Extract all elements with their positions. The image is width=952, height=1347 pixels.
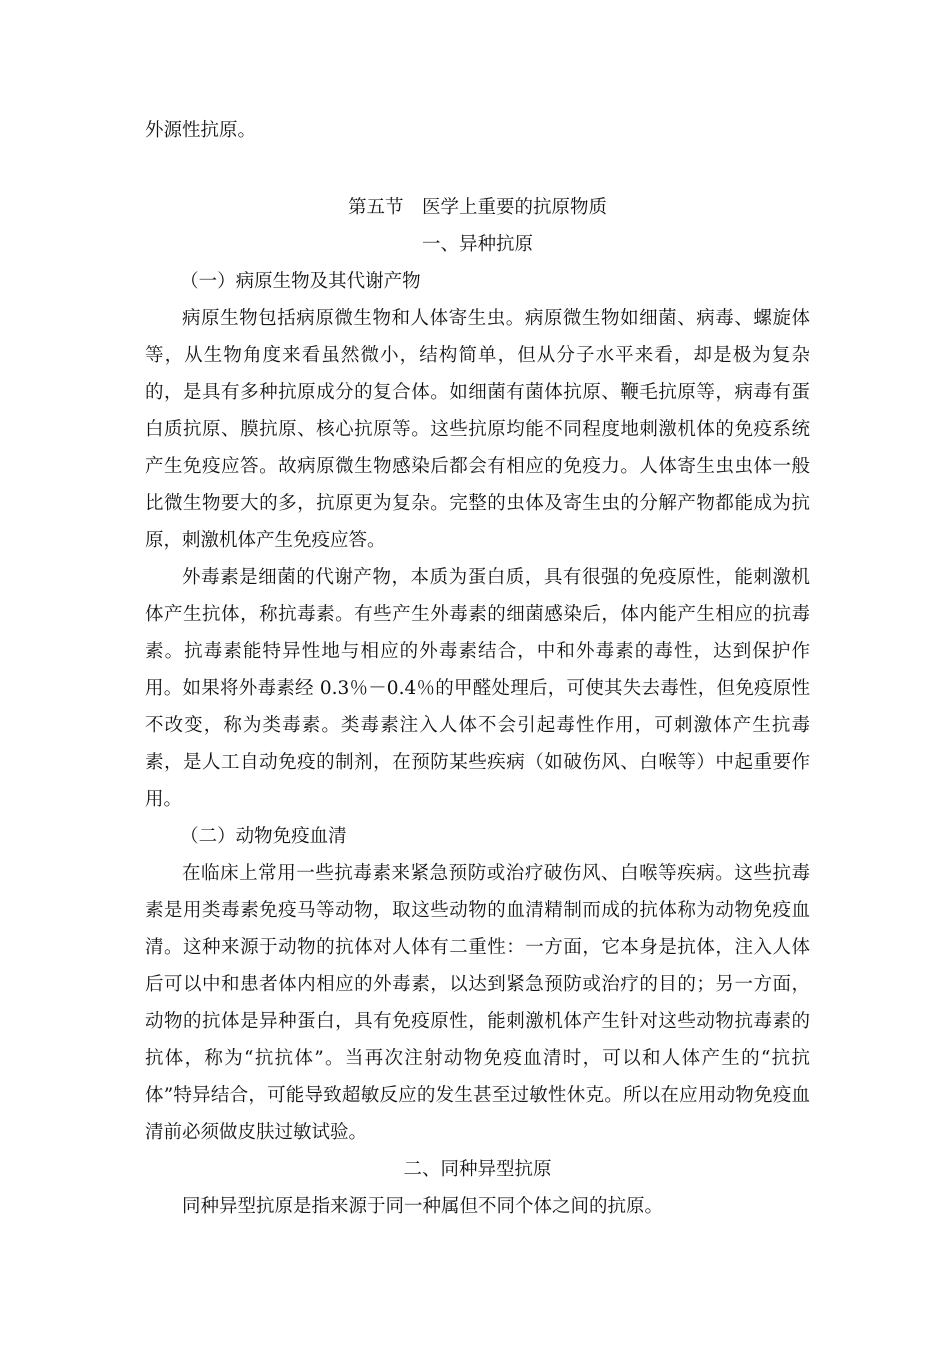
subheading-animal-serum: （二）动物免疫血清 [180,826,347,847]
paragraph-pathogens: 病原生物包括病原微生物和人体寄生虫。病原微生物如细菌、病毒、螺旋体等，从生物角度来看虽然微小，结构简单，但从分子水平来看，却是极为复杂的，是具有多种抗原成分的复合体。如细菌有菌体抗原、鞭毛抗原等，病毒有蛋白质抗原、膜抗原、核心抗原等。这些抗原均能不同程度地刺激机体的免疫系统产生免疫应答。故病原微生物感染后都会有相应的免疫力。人体寄生虫虫体一般比微生物要大的多，抗原更为复杂。完整的虫体及寄生虫的分解产物都能成为抗原，刺激机体产生免疫应答。 [145,308,810,551]
continuation-text: 外源性抗原。 [145,120,257,141]
subheading-pathogens: （一）病原生物及其代谢产物 [180,271,421,292]
document-page [145,112,810,1225]
section-title: 第五节 医学上重要的抗原物质 [347,197,607,218]
paragraph-alloantigen: 同种异型抗原是指来源于同一种属但不同个体之间的抗原。 [182,1196,664,1217]
paragraph-animal-serum: 在临床上常用一些抗毒素来紧急预防或治疗破伤风、白喉等疾病。这些抗毒素是用类毒素免疫马等动物，取这些动物的血清精制而成的抗体称为动物免疫血清。这种来源于动物的抗体对人体有二重性：一方面，它本身是抗体，注入人体后可以中和患者体内相应的外毒素，以达到紧急预防或治疗的目的；另一方面，动物的抗体是异种蛋白，具有免疫原性，能刺激机体产生针对这些动物抗毒素的抗体，称为“抗抗体”。当再次注射动物免疫血清时，可以和人体产生的“抗抗体”特异结合，可能导致超敏反应的发生甚至过敏性休克。所以在应用动物免疫血清前必须做皮肤过敏试验。 [145,863,810,1143]
heading-heterologous-antigen: 一、异种抗原 [421,234,533,255]
heading-alloantigen: 二、同种异型抗原 [403,1159,552,1180]
paragraph-exotoxin: 外毒素是细菌的代谢产物，本质为蛋白质，具有很强的免疫原性，能刺激机体产生抗体，称抗毒素。有些产生外毒素的细菌感染后，体内能产生相应的抗毒素。抗毒素能特异性地与相应的外毒素结合，中和外毒素的毒性，达到保护作用。如果将外毒素经 0.3％－0.4％的甲醛处理后，可使其失去毒性，但免疫原性不改变，称为类毒素。类毒素注入人体不会引起毒性作用，可刺激体产生抗毒素，是人工自动免疫的制剂，在预防某些疾病（如破伤风、白喉等）中起重要作用。 [145,567,810,810]
